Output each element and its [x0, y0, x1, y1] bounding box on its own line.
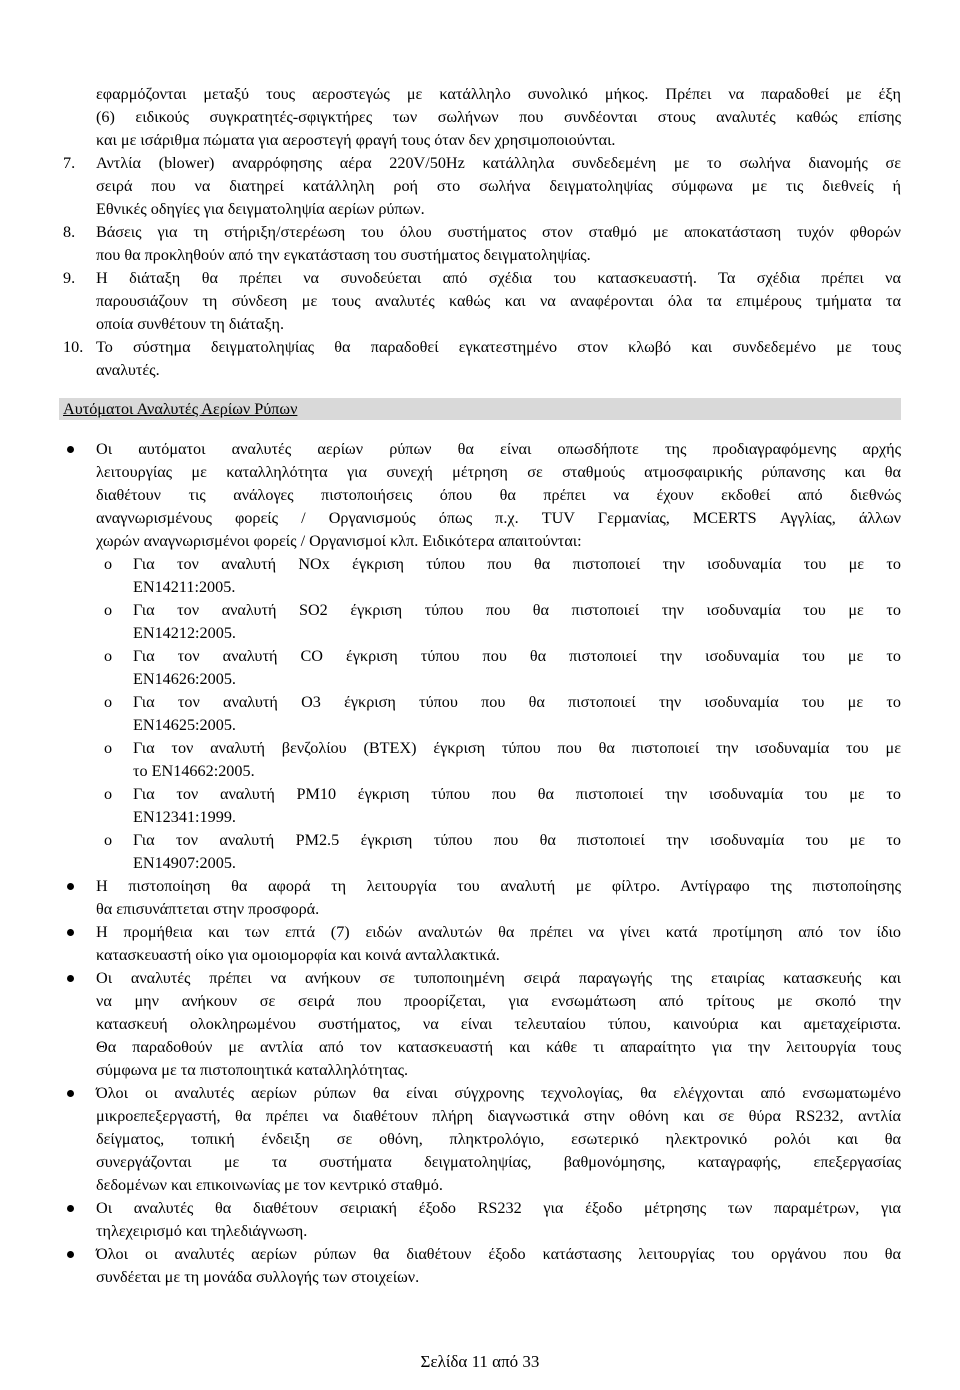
text-line: το EN14662:2005. — [133, 762, 255, 780]
page-footer: Σελίδα 11 από 33 — [420, 1352, 540, 1371]
bullet-list — [63, 438, 901, 1289]
text-line: EN14212:2005. — [133, 624, 236, 642]
text-line: Οι αναλυτές πρέπει να ανήκουν σε τυποποιημένη σειρά παραγωγής της εταιρίας κατασκευής και — [96, 969, 901, 987]
bullet-icon — [67, 1205, 74, 1212]
text-line: εφαρμόζονται μεταξύ τους αεροστεγώς με κατάλληλο συνολικό μήκος. Πρέπει να παραδοθεί με έξη — [96, 85, 901, 103]
sub-item-btex — [63, 737, 901, 783]
item-number: 10. — [63, 338, 84, 356]
text-line: EN12341:1999. — [133, 808, 236, 826]
text-line: αναγνωρισμένους φορείς / Οργανισμούς όπως π.χ. TUV Γερμανίας, MCERTS Αγγλίας, άλλων — [96, 509, 901, 527]
sub-item-so2 — [63, 599, 901, 645]
bullet-icon — [67, 1090, 74, 1097]
text-line: Για τον αναλυτή SO2 έγκριση τύπου που θα πιστοποιεί την ισοδυναμία του με το — [133, 601, 901, 619]
text-line: να μην ανήκουν σε σειρά που προορίζεται, για ενσωμάτωση από τρίτους με σκοπό την — [96, 992, 901, 1010]
text-line: Η διάταξη θα πρέπει να συνοδεύεται από σχέδια του κατασκευαστή. Τα σχέδια πρέπει να — [96, 269, 901, 287]
text-line: EN14625:2005. — [133, 716, 236, 734]
text-line: Εθνικές οδηγίες για δειγματοληψία αερίων ρύπων. — [96, 200, 425, 218]
item-number: 7. — [63, 154, 76, 172]
text-line: συνδέεται με τη μονάδα συλλογής των στοιχείων. — [96, 1268, 420, 1286]
text-line: Το σύστημα δειγματοληψίας θα παραδοθεί εγκατεστημένο στον κλωβό και συνδεδεμένο με τους — [96, 338, 901, 356]
sub-bullet-icon: o — [104, 831, 113, 849]
bullet-item — [63, 1082, 901, 1197]
sub-bullet-icon: o — [104, 739, 113, 757]
sub-bullet-icon: o — [104, 555, 113, 573]
item-number: 8. — [63, 223, 76, 241]
text-line: EN14211:2005. — [133, 578, 236, 596]
bullet-icon — [67, 975, 74, 982]
text-line: EN14626:2005. — [133, 670, 236, 688]
text-line: μικροεπεξεργαστή, θα πρέπει να διαθέτουν πλήρη διαγνωστικά στην οθόνη και σε θύρα RS232, αντλία — [96, 1107, 901, 1125]
text-line: κατασκευή ολοκληρωμένου συστήματος, να είναι τελευταίου τύπου, καινούρια και αμεταχείριστα. — [96, 1015, 901, 1033]
bullet-item — [63, 1197, 901, 1243]
bullet-item — [63, 438, 901, 553]
text-line: χωρών αναγνωρισμένοι φορείς / Οργανισμοί κλπ. Ειδικότερα απαιτούνται: — [96, 532, 582, 550]
text-line: Θα παραδοθούν με αντλία από τον κατασκευαστή και κάθε τι απαραίτητο για την λειτουργία τους — [96, 1038, 901, 1056]
text-line: σύμφωνα με τα πιστοποιητικά καταλληλότητας. — [96, 1061, 409, 1079]
text-line: σειρά που να διατηρεί κατάλληλη ροή στο σωλήνα δειγματοληψίας σύμφωνα με τις διεθνείς ή — [96, 177, 901, 195]
sub-bullet-icon: o — [104, 693, 113, 711]
bullet-item — [63, 875, 901, 921]
text-line: δείγματος, τοπική ένδειξη σε οθόνη, πληκτρολόγιο, εσωτερικό ηλεκτρονικό ρολόι και θα — [96, 1130, 901, 1148]
text-line: διαθέτουν τις ανάλογες πιστοποιήσεις όπου θα πρέπει να έχουν εκδοθεί από διεθνώς — [96, 486, 901, 504]
text-line: αναλυτές. — [96, 361, 160, 379]
text-line: Όλοι οι αναλυτές αερίων ρύπων θα διαθέτουν έξοδο κατάστασης λειτουργίας του οργάνου που θα — [96, 1245, 901, 1263]
numbered-item-8 — [63, 221, 901, 267]
bullet-icon — [67, 883, 74, 890]
bullet-icon — [67, 446, 74, 453]
numbered-item-7 — [63, 152, 901, 221]
text-line: παρουσιάζουν τη σύνδεση με τους αναλυτές καθώς και να αναφέρονται όλα τα επιμέρους τμήματα τα — [96, 292, 901, 310]
section-heading: Αυτόματοι Αναλυτές Αερίων Ρύπων — [63, 400, 298, 418]
text-line: Για τον αναλυτή PM10 έγκριση τύπου που θα πιστοποιεί την ισοδυναμία του με το — [133, 785, 901, 803]
section-heading-bar — [59, 398, 901, 420]
sub-bullet-icon: o — [104, 785, 113, 803]
text-line: (6) ειδικούς συγκρατητές-σφιγκτήρες των σωλήνων που συνδέονται στους αναλυτές καθώς επίσης — [96, 108, 901, 126]
text-line: Όλοι οι αναλυτές αερίων ρύπων θα είναι σύγχρονης τεχνολογίας, θα ελέγχονται από ενσωματωμένο — [96, 1084, 901, 1102]
text-line: Για τον αναλυτή PM2.5 έγκριση τύπου που θα πιστοποιεί την ισοδυναμία του με το — [133, 831, 901, 849]
text-line: λειτουργίας με καταλληλότητα για συνεχή μέτρηση σε σταθμούς ατμοσφαιρικής ρύπανσης και θα — [96, 463, 901, 481]
text-line: Η πιστοποίηση θα αφορά τη λειτουργία του αναλυτή με φίλτρο. Αντίγραφο της πιστοποίησης — [96, 877, 901, 895]
text-line: κατασκευαστή οίκο για ομοιομορφία και κοινά ανταλλακτικά. — [96, 946, 500, 964]
bullet-item — [63, 1243, 901, 1289]
text-line: και με ισάριθμα πώματα για αεροστεγή φραγή τους όταν δεν χρησιμοποιούνται. — [96, 131, 616, 149]
text-line: Για τον αναλυτή NOx έγκριση τύπου που θα πιστοποιεί την ισοδυναμία του με το — [133, 555, 901, 573]
text-line: Η προμήθεια και των επτά (7) ειδών αναλυτών θα πρέπει να γίνει κατά προτίμηση από τον ίδιο — [96, 923, 901, 941]
text-line: θα επισυνάπτεται στην προσφορά. — [96, 900, 320, 918]
text-line: Οι αυτόματοι αναλυτές αερίων ρύπων θα είναι οπωσδήποτε της προδιαγραφόμενης αρχής — [96, 440, 901, 458]
continued-paragraph — [63, 83, 901, 152]
text-line: οποία συνθέτουν τη διάταξη. — [96, 315, 285, 333]
numbered-item-10 — [63, 336, 901, 382]
text-line: δεδομένων και επικοινωνίας με τον κεντρικό σταθμό. — [96, 1176, 443, 1194]
sub-item-co — [63, 645, 901, 691]
text-line: που θα προκληθούν από την εγκατάσταση του συστήματος δειγματοληψίας. — [96, 246, 591, 264]
text-line: Για τον αναλυτή βενζολίου (BTEX) έγκριση τύπου που θα πιστοποιεί την ισοδυναμία του με — [133, 739, 901, 757]
bullet-item — [63, 921, 901, 967]
bullet-item — [63, 967, 901, 1082]
text-line: EN14907:2005. — [133, 854, 236, 872]
text-line: συνεργάζονται με τα συστήματα δειγματοληψίας, βαθμονόμησης, καταγραφής, επεξεργασίας — [96, 1153, 901, 1171]
sub-bullet-icon: o — [104, 601, 113, 619]
sub-bullet-icon: o — [104, 647, 113, 665]
sub-item-pm10 — [63, 783, 901, 829]
item-number: 9. — [63, 269, 76, 287]
text-line: Οι αναλυτές θα διαθέτουν σειριακή έξοδο RS232 για έξοδο μέτρησης των παραμέτρων, για — [96, 1199, 901, 1217]
sub-item-o3 — [63, 691, 901, 737]
sub-item-nox — [63, 553, 901, 599]
text-line: Για τον αναλυτή CO έγκριση τύπου που θα πιστοποιεί την ισοδυναμία του με το — [133, 647, 901, 665]
numbered-item-9 — [63, 267, 901, 336]
sub-item-pm25 — [63, 829, 901, 875]
bullet-icon — [67, 1251, 74, 1258]
text-line: Αντλία (blower) αναρρόφησης αέρα 220V/50Hz κατάλληλα συνδεδεμένη με το σωλήνα διανομής σε — [96, 154, 901, 172]
text-line: Για τον αναλυτή O3 έγκριση τύπου που θα πιστοποιεί την ισοδυναμία του με το — [133, 693, 901, 711]
text-line: τηλεχειρισμό και τηλεδιάγνωση. — [96, 1222, 308, 1240]
text-line: Βάσεις για τη στήριξη/στερέωση του όλου συστήματος στον σταθμό με αποκατάσταση τυχόν φθορών — [96, 223, 901, 241]
bullet-icon — [67, 929, 74, 936]
page-content — [63, 83, 901, 1289]
